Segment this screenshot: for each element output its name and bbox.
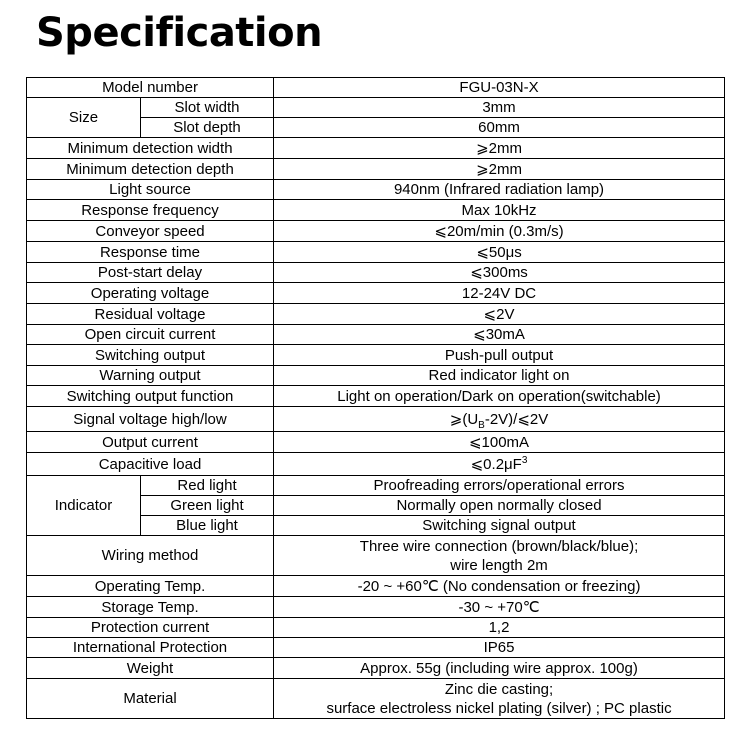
spec-value: ⩽50μs (274, 242, 725, 263)
table-row (27, 576, 725, 597)
table-row (27, 366, 725, 386)
spec-value (274, 536, 725, 576)
table-row (27, 618, 725, 638)
value-line: Zinc die casting; (444, 680, 554, 698)
spec-value: Approx. 55g (including wire approx. 100g) (274, 658, 725, 679)
spec-value (274, 679, 725, 719)
spec-label: Material (27, 679, 274, 719)
value-text: -2V)/⩽2V (484, 410, 549, 428)
spec-label: Weight (27, 658, 274, 679)
spec-label: Protection current (27, 618, 274, 638)
spec-label: Operating Temp. (27, 576, 274, 597)
table-row (27, 242, 725, 263)
spec-label: Minimum detection width (27, 138, 274, 159)
table-row (27, 658, 725, 679)
spec-label: Response frequency (27, 200, 274, 221)
table-row (27, 304, 725, 325)
spec-group-label: Indicator (27, 476, 141, 536)
spec-value: ⩽20m/min (0.3m/s) (274, 221, 725, 242)
spec-label: Capacitive load (27, 453, 274, 476)
spec-label: Conveyor speed (27, 221, 274, 242)
spec-label: Warning output (27, 366, 274, 386)
spec-value: ⩾2mm (274, 159, 725, 180)
spec-value: 12-24V DC (274, 283, 725, 304)
table-row (27, 407, 725, 432)
table-row (27, 679, 725, 719)
spec-value: Switching signal output (274, 516, 725, 536)
spec-value (274, 407, 725, 432)
table-row (27, 476, 725, 496)
spec-value: ⩽2V (274, 304, 725, 325)
value-line: Three wire connection (brown/black/blue); (359, 537, 639, 555)
subscript-text: B (478, 419, 485, 431)
specification-table (26, 77, 725, 719)
value-line: wire length 2m (450, 556, 548, 574)
table-row (27, 345, 725, 366)
spec-value: IP65 (274, 638, 725, 658)
table-row (27, 432, 725, 453)
spec-value: 60mm (274, 118, 725, 138)
spec-value: Proofreading errors/operational errors (274, 476, 725, 496)
spec-value: -30 ~ +70℃ (274, 597, 725, 618)
spec-label: International Protection (27, 638, 274, 658)
spec-sublabel: Red light (141, 476, 274, 496)
spec-sublabel: Slot depth (141, 118, 274, 138)
spec-label: Model number (27, 78, 274, 98)
value-text: ⩾(U (449, 410, 479, 428)
table-row (27, 78, 725, 98)
spec-value: Red indicator light on (274, 366, 725, 386)
spec-value: -20 ~ +60℃ (No condensation or freezing) (274, 576, 725, 597)
spec-label: Light source (27, 180, 274, 200)
value-line: surface electroless nickel plating (silver) ; PC plastic (326, 699, 672, 717)
spec-label: Open circuit current (27, 325, 274, 345)
spec-value: 940nm (Infrared radiation lamp) (274, 180, 725, 200)
spec-label: Operating voltage (27, 283, 274, 304)
spec-label: Response time (27, 242, 274, 263)
table-row (27, 325, 725, 345)
spec-sublabel: Green light (141, 496, 274, 516)
table-row (27, 536, 725, 576)
spec-label: Wiring method (27, 536, 274, 576)
value-text: ⩽0.2μF (470, 455, 522, 473)
spec-value: 1,2 (274, 618, 725, 638)
spec-group-label: Size (27, 98, 141, 138)
spec-value: Max 10kHz (274, 200, 725, 221)
spec-label: Switching output function (27, 386, 274, 407)
spec-value: 3mm (274, 98, 725, 118)
spec-sublabel: Blue light (141, 516, 274, 536)
table-row (27, 159, 725, 180)
table-row (27, 263, 725, 283)
table-row (27, 638, 725, 658)
spec-value: ⩾2mm (274, 138, 725, 159)
table-row (27, 180, 725, 200)
page-title: Specification (36, 10, 323, 56)
spec-label: Storage Temp. (27, 597, 274, 618)
table-row (27, 138, 725, 159)
table-row (27, 283, 725, 304)
spec-value: Light on operation/Dark on operation(switchable) (274, 386, 725, 407)
table-row (27, 453, 725, 476)
spec-value: ⩽30mA (274, 325, 725, 345)
spec-label: Signal voltage high/low (27, 407, 274, 432)
spec-label: Output current (27, 432, 274, 453)
spec-value: ⩽100mA (274, 432, 725, 453)
spec-value: Push-pull output (274, 345, 725, 366)
table-row (27, 221, 725, 242)
spec-label: Post-start delay (27, 263, 274, 283)
spec-value (274, 453, 725, 476)
spec-label: Residual voltage (27, 304, 274, 325)
spec-value: ⩽300ms (274, 263, 725, 283)
table-row (27, 597, 725, 618)
superscript-text: 3 (521, 454, 528, 466)
spec-label: Minimum detection depth (27, 159, 274, 180)
table-row (27, 200, 725, 221)
table-row (27, 98, 725, 118)
spec-label: Switching output (27, 345, 274, 366)
spec-value: Normally open normally closed (274, 496, 725, 516)
spec-sublabel: Slot width (141, 98, 274, 118)
table-row (27, 386, 725, 407)
spec-value: FGU-03N-X (274, 78, 725, 98)
